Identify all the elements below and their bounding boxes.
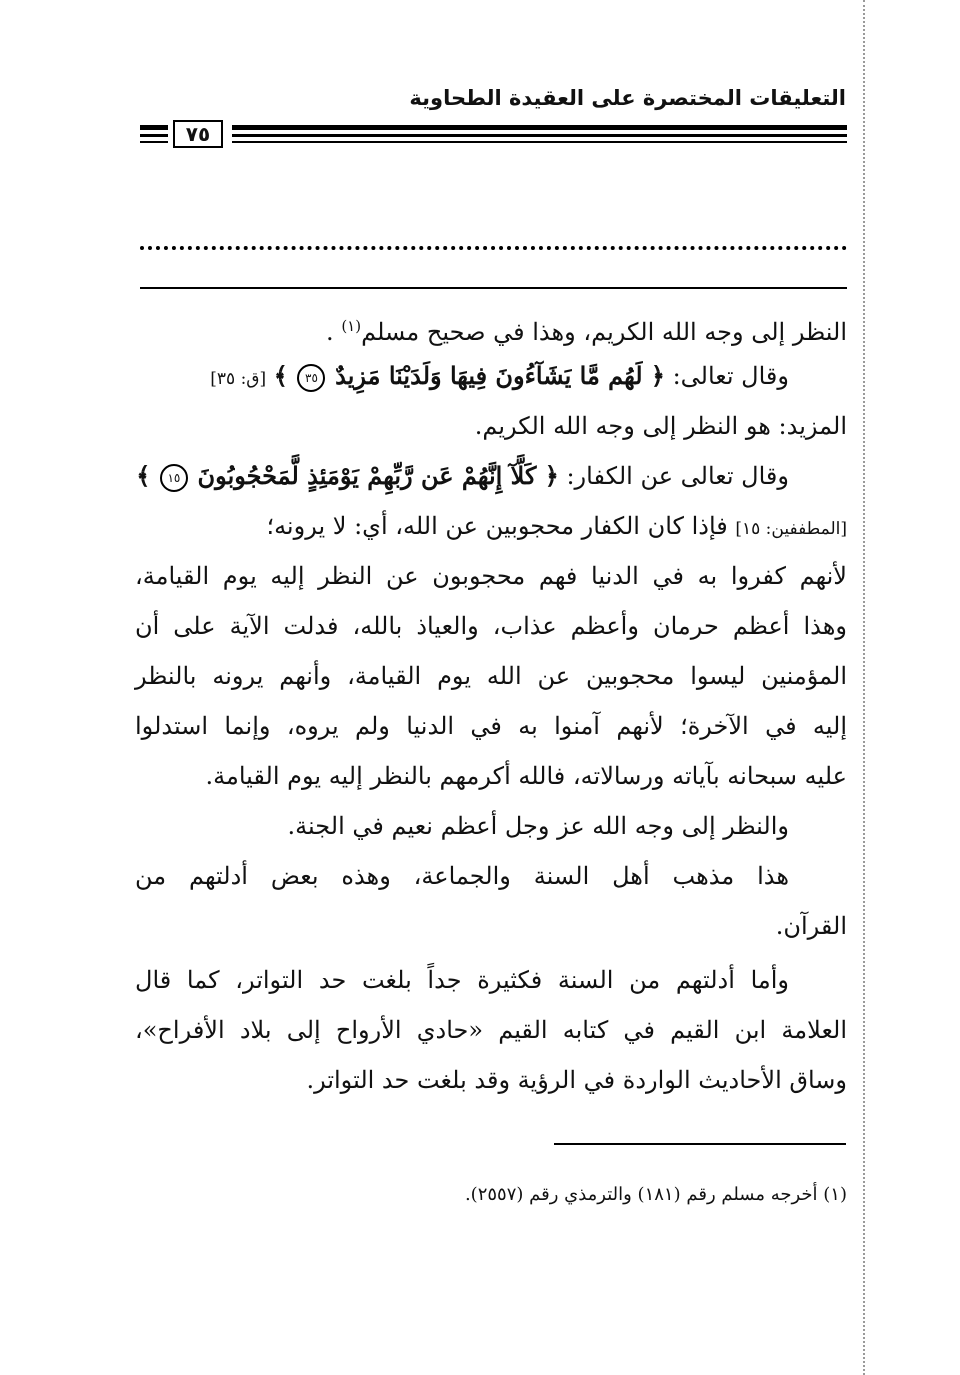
running-header-title: التعليقات المختصرة على العقيدة الطحاوية bbox=[409, 86, 846, 110]
body-line: وساق الأحاديث الواردة في الرؤية وقد بلغت حد التواتر. bbox=[306, 1066, 847, 1094]
header-rule bbox=[232, 141, 847, 143]
body-line: وهذا أعظم حرمان وأعظم عذاب، والعياذ بالله، فدلت الآية على أن bbox=[135, 612, 847, 640]
body-line: عليه سبحانه بآياته ورسالاته، فالله أكرمهم بالنظر إليه يوم القيامة. bbox=[205, 762, 847, 790]
header-rule bbox=[232, 125, 847, 130]
body-text: وقال تعالى عن الكفار: bbox=[566, 462, 789, 490]
body-text: النظر إلى وجه الله الكريم، وهذا في صحيح مسلم bbox=[361, 318, 847, 346]
body-line: والنظر إلى وجه الله عز وجل أعظم نعيم في الجنة. bbox=[287, 812, 789, 840]
quran-verse: ﴿ لَهُم مَّا يَشَآءُونَ فِيهَا وَلَدَيْنَا مَزِيدٌ bbox=[335, 361, 665, 390]
header-tab-mark bbox=[140, 125, 168, 130]
body-line: النظر إلى وجه الله الكريم، وهذا في صحيح مسلم$^{(١)}$ . bbox=[326, 317, 847, 346]
scan-edge-line bbox=[863, 0, 865, 1375]
body-line: القرآن. bbox=[775, 912, 847, 940]
body-text: وقال تعالى: bbox=[672, 362, 789, 390]
footnote: (١) أخرجه مسلم رقم (١٨١) والترمذي رقم (٢٥٥٧). bbox=[464, 1184, 847, 1205]
dotted-separator bbox=[140, 246, 847, 250]
section-rule bbox=[140, 287, 847, 289]
body-text: فإذا كان الكفار محجوبين عن الله، أي: لا يرونه؛ bbox=[266, 512, 728, 540]
body-line bbox=[135, 506, 847, 546]
body-line bbox=[135, 456, 847, 496]
verse-reference: [ق: ٣٥] bbox=[210, 369, 267, 389]
header-tab-mark bbox=[140, 141, 168, 143]
body-line: العلامة ابن القيم في كتابه القيم «حادي الأرواح إلى بلاد الأفراح»، bbox=[135, 1016, 847, 1044]
quran-bracket: ﴾ bbox=[273, 361, 288, 390]
verse-number: ١٥ bbox=[160, 464, 188, 492]
body-line: المؤمنين ليسوا محجوبين عن الله يوم القيامة، وأنهم يرونه بالنظر bbox=[135, 662, 847, 690]
quran-verse: ﴿ كَلَّآ إِنَّهُمْ عَن رَّبِّهِمْ يَوْمَئِذٍ لَّمَحْجُوبُونَ bbox=[197, 461, 559, 490]
quran-bracket: ﴾ bbox=[136, 461, 151, 490]
footnote-rule bbox=[554, 1143, 846, 1145]
body-line: هذا مذهب أهل السنة والجماعة، وهذه بعض أدلتهم من bbox=[135, 862, 789, 890]
body-line: لأنهم كفروا به في الدنيا فهم محجوبون عن النظر إليه يوم القيامة، bbox=[135, 562, 847, 590]
body-line bbox=[135, 356, 847, 396]
body-line: إليه في الآخرة؛ لأنهم آمنوا به في الدنيا ولم يروه، وإنما استدلوا bbox=[135, 712, 847, 740]
verse-reference: [المطففين: ١٥] bbox=[735, 519, 847, 539]
header-rule bbox=[232, 134, 847, 137]
verse-number: ٣٥ bbox=[297, 364, 325, 392]
body-line: وأما أدلتهم من السنة فكثيرة جداً بلغت حد التواتر، كما قال bbox=[135, 966, 789, 994]
body-line: المزيد: هو النظر إلى وجه الله الكريم. bbox=[474, 412, 847, 440]
header-tab-mark bbox=[140, 134, 168, 137]
page-number: ٧٥ bbox=[173, 120, 223, 148]
footnote-marker: (١) bbox=[341, 317, 362, 335]
